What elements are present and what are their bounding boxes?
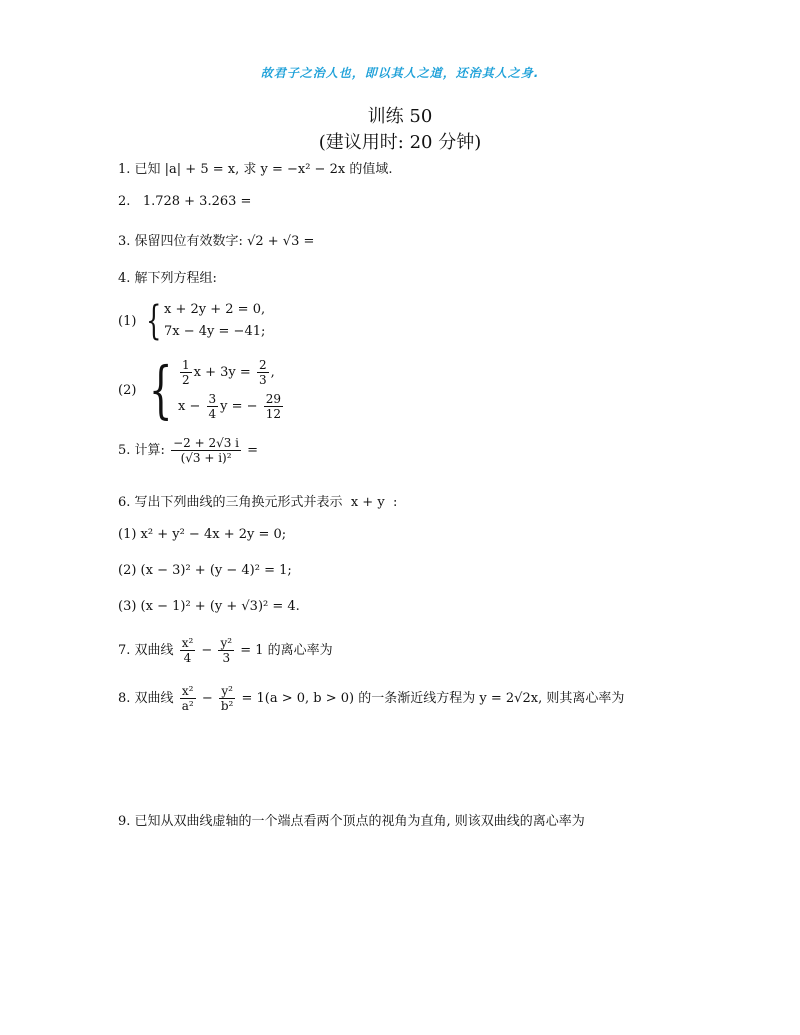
question-text: 计算:	[134, 443, 165, 458]
left-brace: {	[145, 298, 161, 344]
question-expression: 1.728 + 3.263 =	[142, 194, 252, 209]
equation-2: x − $\frac{3}{4}$ y = − $\frac{29}{12}$	[178, 392, 281, 421]
page-title: 训练 50	[367, 106, 433, 127]
question-9: 9. 已知从双曲线虚轴的一个端点看两个顶点的视角为直角, 则该双曲线的离心率为	[118, 814, 585, 829]
question-number: 8.	[118, 691, 131, 706]
header-motto: 故君子之治人也，即以其人之道，还治其人之身.	[260, 66, 540, 80]
question-7: 7. 双曲线 $\frac{\text{x²}}{4}$ − $\frac{\text{y²}}{3}$ = 1 的离心率为	[118, 636, 333, 665]
question-number: 5.	[118, 443, 131, 458]
equation-2: 7x − 4y = −41;	[164, 324, 266, 339]
question-text: 保留四位有效数字:	[134, 234, 243, 249]
question-expression: √2 + √3 =	[247, 234, 315, 249]
question-2	[118, 194, 251, 209]
part-label: (2)	[118, 382, 137, 398]
question-expression: x + y	[350, 495, 385, 510]
question-4	[118, 267, 217, 286]
left-brace: {	[148, 353, 173, 426]
question-6-part-3: (3) (x − 1)² + (y + √3)² = 4.	[118, 599, 300, 614]
part-label: (1)	[118, 313, 137, 329]
question-4-part-2	[118, 353, 285, 426]
question-4-part-1	[118, 299, 265, 343]
question-3	[118, 230, 314, 249]
equation-1: $\frac{1}{2}$ x + 3y = $\frac{2}{3}$ ,	[182, 358, 275, 387]
equation-1: x + 2y + 2 = 0,	[164, 302, 266, 317]
question-5: 5. 计算: $\frac{-2 + 2√3 i}{\text{(√3 + i)²}}$ =	[118, 436, 259, 465]
question-8: 8. 双曲线 $\frac{\text{x²}}{\text{a²}}$ − $\frac{\text{y²}}{\text{b²}}$ = 1(a > 0, b > 0) 的一条渐近线方程为 y = 2√2x, 则其离心率为	[118, 684, 625, 713]
question-number: 7.	[118, 643, 131, 658]
question-text: 写出下列曲线的三角换元形式并表示	[134, 495, 343, 510]
question-number: 6.	[118, 495, 131, 510]
question-6-part-1: (1) x² + y² − 4x + 2y = 0;	[118, 527, 287, 542]
question-1: 1. 已知 |a| + 5 = x, 求 y = −x² − 2x 的值域.	[118, 162, 393, 177]
page-subtitle: (建议用时: 20 分钟)	[318, 132, 482, 153]
question-6-part-2: (2) (x − 3)² + (y − 4)² = 1;	[118, 563, 292, 578]
question-number: 2.	[118, 194, 131, 209]
question-number: 3.	[118, 234, 131, 249]
question-number: 4.	[118, 271, 131, 286]
question-6: 6. 写出下列曲线的三角换元形式并表示 x + y :	[118, 495, 398, 510]
fraction: $\frac{-2 + 2√3 i}{\text{(√3 + i)²}}$	[173, 436, 240, 465]
question-text: 解下列方程组:	[134, 271, 217, 286]
